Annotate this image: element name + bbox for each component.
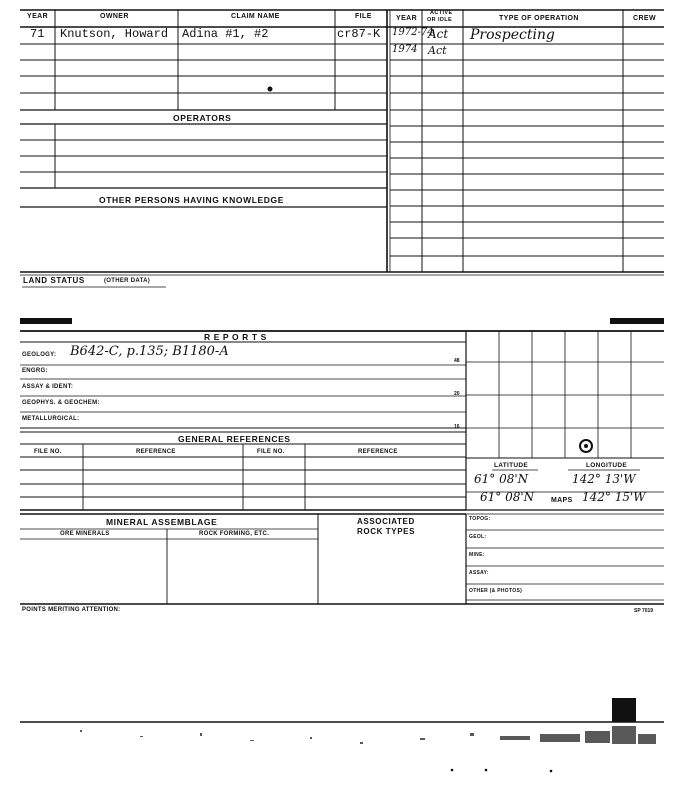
operation-year-1: 1972-74	[392, 27, 434, 38]
operation-year-2: 1974	[392, 44, 418, 55]
associated-label: ASSOCIATED	[357, 517, 415, 526]
header-year: YEAR	[27, 13, 49, 20]
mine-label: MINE:	[469, 552, 485, 558]
ref-header-reference-2: REFERENCE	[358, 449, 398, 455]
assay-ident-label: ASSAY & IDENT:	[22, 384, 74, 390]
mineral-assemblage-title: MINERAL ASSEMBLAGE	[106, 517, 218, 527]
row1-owner: Knutson, Howard	[60, 27, 169, 41]
land-status-label: LAND STATUS	[23, 276, 85, 285]
rock-types-label: ROCK TYPES	[357, 527, 416, 536]
other-photos-label: OTHER (& PHOTOS)	[469, 588, 523, 594]
geol-label: GEOL:	[469, 534, 487, 540]
topog-label: TOPOG:	[469, 516, 491, 522]
metallurgical-number: 16	[454, 424, 460, 430]
operation-active-1: Act	[428, 27, 449, 41]
operators-label: OPERATORS	[173, 113, 232, 123]
geology-value: B642-C, p.135; B1180-A	[70, 344, 229, 359]
row1-file: cr87-K	[337, 27, 381, 41]
points-meriting-label: POINTS MERITING ATTENTION:	[22, 607, 121, 613]
engrg-label: ENGRG:	[22, 368, 48, 374]
row1-year: 71	[30, 27, 45, 41]
ref-header-file-no-2: FILE NO.	[257, 449, 285, 455]
geology-label: GEOLOGY:	[22, 352, 57, 358]
row1-claim-name: Adina #1, #2	[182, 27, 269, 41]
longitude-value-2: 142° 15'W	[582, 490, 646, 504]
operation-type-1: Prospecting	[470, 27, 555, 43]
assay-number: 20	[454, 391, 460, 397]
header-active-1: ACTIVE	[430, 10, 453, 16]
ref-header-file-no-1: FILE NO.	[34, 449, 62, 455]
header-type-of-operation: TYPE OF OPERATION	[499, 15, 579, 22]
metallurgical-label: METALLURGICAL:	[22, 416, 80, 422]
header-year-operation: YEAR	[396, 15, 418, 22]
ref-header-reference-1: REFERENCE	[136, 449, 176, 455]
form-number: SP 7019	[634, 608, 654, 614]
longitude-value-1: 142° 13'W	[572, 472, 636, 486]
latitude-value-1: 61° 08'N	[474, 472, 529, 486]
header-crew: CREW	[633, 15, 656, 22]
reports-title: R E P O R T S	[204, 332, 267, 342]
geology-number: 48	[454, 358, 460, 364]
general-references-title: GENERAL REFERENCES	[178, 434, 291, 444]
header-claim-name: CLAIM NAME	[231, 13, 280, 20]
header-file: FILE	[355, 13, 372, 20]
header-owner: OWNER	[100, 13, 129, 20]
ore-minerals-label: ORE MINERALS	[60, 531, 110, 537]
latitude-value-2: 61° 08'N	[480, 490, 535, 504]
operation-active-2: Act	[428, 44, 447, 57]
other-persons-label: OTHER PERSONS HAVING KNOWLEDGE	[99, 195, 285, 205]
maps-label: MAPS	[551, 497, 573, 504]
longitude-label: LONGITUDE	[586, 462, 627, 469]
geophys-label: GEOPHYS. & GEOCHEM:	[22, 400, 100, 406]
latitude-label: LATITUDE	[494, 462, 529, 469]
assay-map-label: ASSAY:	[469, 570, 489, 576]
header-active-2: OR IDLE	[427, 17, 453, 23]
rock-forming-label: ROCK FORMING, ETC.	[199, 531, 270, 537]
land-status-sub: (OTHER DATA)	[104, 278, 151, 284]
